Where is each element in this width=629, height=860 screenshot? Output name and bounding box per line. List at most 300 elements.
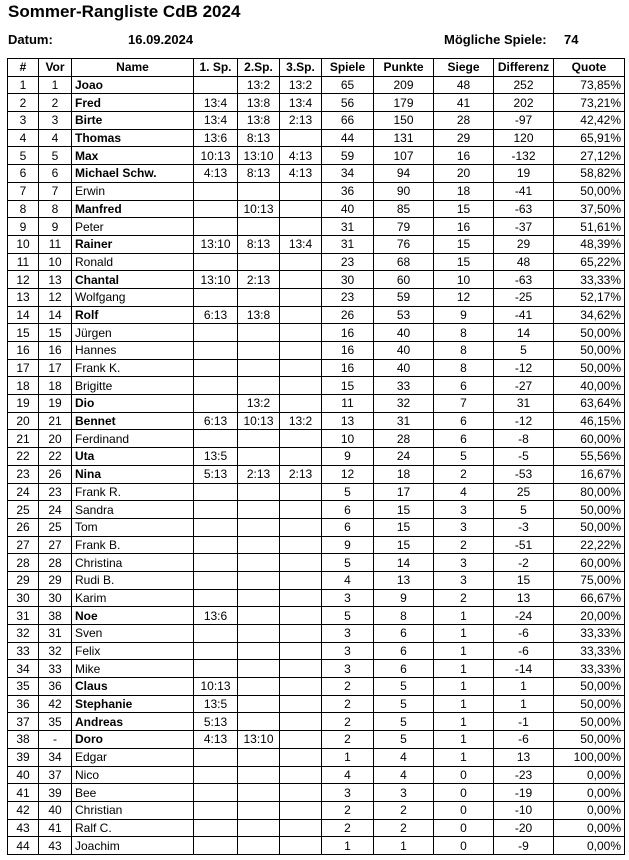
cell-games: 2 bbox=[322, 695, 374, 713]
cell-name: Rainer bbox=[72, 235, 194, 253]
cell-games: 13 bbox=[322, 412, 374, 430]
cell-difference: -20 bbox=[494, 819, 554, 837]
cell-game2 bbox=[238, 536, 280, 554]
cell-game2 bbox=[238, 483, 280, 501]
table-row bbox=[8, 731, 625, 749]
cell-previous: 8 bbox=[39, 200, 72, 218]
cell-quote: 50,00% bbox=[554, 731, 625, 749]
cell-rank: 10 bbox=[8, 235, 39, 253]
cell-rank: 28 bbox=[8, 554, 39, 572]
cell-wins: 20 bbox=[434, 165, 494, 183]
cell-points: 15 bbox=[374, 501, 434, 519]
cell-game3 bbox=[280, 678, 322, 696]
cell-difference: -8 bbox=[494, 430, 554, 448]
cell-previous: 33 bbox=[39, 660, 72, 678]
cell-games: 23 bbox=[322, 253, 374, 271]
cell-rank: 43 bbox=[8, 819, 39, 837]
cell-games: 66 bbox=[322, 112, 374, 130]
cell-points: 6 bbox=[374, 642, 434, 660]
table-row bbox=[8, 660, 625, 678]
cell-quote: 46,15% bbox=[554, 412, 625, 430]
cell-games: 36 bbox=[322, 182, 374, 200]
cell-game3 bbox=[280, 342, 322, 360]
cell-games: 31 bbox=[322, 235, 374, 253]
cell-game1: 13:10 bbox=[194, 271, 238, 289]
cell-games: 40 bbox=[322, 200, 374, 218]
cell-games: 44 bbox=[322, 129, 374, 147]
cell-points: 15 bbox=[374, 536, 434, 554]
cell-game3 bbox=[280, 731, 322, 749]
cell-difference: -132 bbox=[494, 147, 554, 165]
cell-quote: 33,33% bbox=[554, 660, 625, 678]
cell-game2 bbox=[238, 501, 280, 519]
cell-game2 bbox=[238, 253, 280, 271]
cell-points: 2 bbox=[374, 819, 434, 837]
cell-points: 2 bbox=[374, 801, 434, 819]
table-header-row bbox=[8, 59, 625, 77]
cell-game3 bbox=[280, 129, 322, 147]
cell-previous: 1 bbox=[39, 76, 72, 94]
cell-game3: 2:13 bbox=[280, 112, 322, 130]
cell-game3 bbox=[280, 518, 322, 536]
cell-points: 31 bbox=[374, 412, 434, 430]
cell-points: 6 bbox=[374, 625, 434, 643]
cell-previous: 39 bbox=[39, 784, 72, 802]
cell-wins: 3 bbox=[434, 571, 494, 589]
cell-game3 bbox=[280, 837, 322, 855]
cell-rank: 27 bbox=[8, 536, 39, 554]
cell-rank: 2 bbox=[8, 94, 39, 112]
cell-previous: 15 bbox=[39, 324, 72, 342]
cell-name: Erwin bbox=[72, 182, 194, 200]
cell-difference: -19 bbox=[494, 784, 554, 802]
cell-difference: -23 bbox=[494, 766, 554, 784]
cell-rank: 3 bbox=[8, 112, 39, 130]
cell-game2 bbox=[238, 218, 280, 236]
cell-rank: 4 bbox=[8, 129, 39, 147]
cell-points: 40 bbox=[374, 359, 434, 377]
col-header-game2: 2.Sp. bbox=[238, 59, 280, 77]
cell-rank: 36 bbox=[8, 695, 39, 713]
table-row bbox=[8, 324, 625, 342]
cell-points: 76 bbox=[374, 235, 434, 253]
table-row bbox=[8, 465, 625, 483]
cell-game3 bbox=[280, 660, 322, 678]
cell-name: Sven bbox=[72, 625, 194, 643]
cell-points: 209 bbox=[374, 76, 434, 94]
cell-points: 5 bbox=[374, 713, 434, 731]
cell-points: 79 bbox=[374, 218, 434, 236]
col-header-game1: 1. Sp. bbox=[194, 59, 238, 77]
table-row bbox=[8, 342, 625, 360]
cell-previous: 36 bbox=[39, 678, 72, 696]
cell-game3: 13:2 bbox=[280, 412, 322, 430]
cell-game2 bbox=[238, 678, 280, 696]
cell-points: 150 bbox=[374, 112, 434, 130]
cell-quote: 51,61% bbox=[554, 218, 625, 236]
cell-previous: 37 bbox=[39, 766, 72, 784]
cell-previous: 3 bbox=[39, 112, 72, 130]
cell-rank: 22 bbox=[8, 448, 39, 466]
cell-game1: 13:4 bbox=[194, 94, 238, 112]
cell-rank: 25 bbox=[8, 501, 39, 519]
cell-difference: -25 bbox=[494, 288, 554, 306]
cell-name: Rolf bbox=[72, 306, 194, 324]
cell-points: 8 bbox=[374, 607, 434, 625]
cell-wins: 15 bbox=[434, 253, 494, 271]
table-row bbox=[8, 359, 625, 377]
table-row bbox=[8, 288, 625, 306]
cell-games: 2 bbox=[322, 801, 374, 819]
cell-game1 bbox=[194, 766, 238, 784]
cell-previous: 27 bbox=[39, 536, 72, 554]
cell-games: 16 bbox=[322, 342, 374, 360]
cell-previous: 9 bbox=[39, 218, 72, 236]
cell-game3 bbox=[280, 819, 322, 837]
cell-difference: 13 bbox=[494, 589, 554, 607]
table-row bbox=[8, 94, 625, 112]
cell-game2: 2:13 bbox=[238, 465, 280, 483]
cell-quote: 37,50% bbox=[554, 200, 625, 218]
cell-game2 bbox=[238, 377, 280, 395]
cell-game2: 8:13 bbox=[238, 235, 280, 253]
cell-game2 bbox=[238, 660, 280, 678]
cell-previous: - bbox=[39, 731, 72, 749]
cell-game3: 4:13 bbox=[280, 147, 322, 165]
cell-difference: -12 bbox=[494, 412, 554, 430]
cell-difference: 25 bbox=[494, 483, 554, 501]
cell-points: 13 bbox=[374, 571, 434, 589]
cell-quote: 0,00% bbox=[554, 784, 625, 802]
cell-wins: 3 bbox=[434, 518, 494, 536]
cell-game3 bbox=[280, 554, 322, 572]
cell-name: Bee bbox=[72, 784, 194, 802]
cell-previous: 14 bbox=[39, 306, 72, 324]
table-row bbox=[8, 801, 625, 819]
cell-previous: 42 bbox=[39, 695, 72, 713]
cell-wins: 1 bbox=[434, 607, 494, 625]
cell-game3 bbox=[280, 748, 322, 766]
cell-previous: 24 bbox=[39, 501, 72, 519]
cell-quote: 22,22% bbox=[554, 536, 625, 554]
cell-game1 bbox=[194, 801, 238, 819]
cell-wins: 48 bbox=[434, 76, 494, 94]
cell-difference: 120 bbox=[494, 129, 554, 147]
cell-quote: 0,00% bbox=[554, 819, 625, 837]
cell-wins: 1 bbox=[434, 625, 494, 643]
cell-game3 bbox=[280, 483, 322, 501]
cell-quote: 33,33% bbox=[554, 642, 625, 660]
cell-quote: 65,22% bbox=[554, 253, 625, 271]
table-row bbox=[8, 837, 625, 855]
cell-name: Doro bbox=[72, 731, 194, 749]
cell-games: 2 bbox=[322, 819, 374, 837]
cell-name: Frank B. bbox=[72, 536, 194, 554]
cell-games: 1 bbox=[322, 748, 374, 766]
cell-name: Peter bbox=[72, 218, 194, 236]
cell-previous: 20 bbox=[39, 430, 72, 448]
cell-quote: 50,00% bbox=[554, 518, 625, 536]
cell-difference: -63 bbox=[494, 200, 554, 218]
cell-game1 bbox=[194, 324, 238, 342]
cell-wins: 0 bbox=[434, 837, 494, 855]
cell-game2: 13:10 bbox=[238, 731, 280, 749]
cell-game3: 13:4 bbox=[280, 235, 322, 253]
cell-previous: 26 bbox=[39, 465, 72, 483]
cell-game2 bbox=[238, 182, 280, 200]
cell-difference: -41 bbox=[494, 182, 554, 200]
cell-game3 bbox=[280, 377, 322, 395]
cell-rank: 23 bbox=[8, 465, 39, 483]
cell-game3 bbox=[280, 448, 322, 466]
cell-wins: 0 bbox=[434, 784, 494, 802]
cell-points: 5 bbox=[374, 731, 434, 749]
col-header-game3: 3.Sp. bbox=[280, 59, 322, 77]
cell-games: 4 bbox=[322, 766, 374, 784]
cell-quote: 65,91% bbox=[554, 129, 625, 147]
cell-game3 bbox=[280, 784, 322, 802]
cell-points: 17 bbox=[374, 483, 434, 501]
cell-game1 bbox=[194, 395, 238, 413]
cell-game2 bbox=[238, 801, 280, 819]
cell-quote: 42,42% bbox=[554, 112, 625, 130]
cell-name: Frank R. bbox=[72, 483, 194, 501]
page-title: Sommer-Rangliste CdB 2024 bbox=[8, 2, 241, 21]
cell-name: Nico bbox=[72, 766, 194, 784]
cell-game3: 13:4 bbox=[280, 94, 322, 112]
cell-games: 11 bbox=[322, 395, 374, 413]
cell-previous: 40 bbox=[39, 801, 72, 819]
cell-difference: -41 bbox=[494, 306, 554, 324]
cell-difference: 5 bbox=[494, 342, 554, 360]
cell-game1 bbox=[194, 571, 238, 589]
cell-wins: 0 bbox=[434, 819, 494, 837]
cell-wins: 8 bbox=[434, 324, 494, 342]
cell-points: 18 bbox=[374, 465, 434, 483]
ranking-table bbox=[7, 58, 625, 855]
cell-wins: 8 bbox=[434, 342, 494, 360]
cell-name: Ronald bbox=[72, 253, 194, 271]
cell-difference: -12 bbox=[494, 359, 554, 377]
cell-difference: -6 bbox=[494, 625, 554, 643]
cell-name: Noe bbox=[72, 607, 194, 625]
cell-games: 23 bbox=[322, 288, 374, 306]
cell-quote: 63,64% bbox=[554, 395, 625, 413]
cell-name: Hannes bbox=[72, 342, 194, 360]
cell-quote: 100,00% bbox=[554, 748, 625, 766]
cell-games: 65 bbox=[322, 76, 374, 94]
cell-game2 bbox=[238, 342, 280, 360]
cell-quote: 20,00% bbox=[554, 607, 625, 625]
cell-game3 bbox=[280, 695, 322, 713]
cell-game1 bbox=[194, 430, 238, 448]
table-row bbox=[8, 536, 625, 554]
cell-game1: 13:5 bbox=[194, 695, 238, 713]
cell-points: 107 bbox=[374, 147, 434, 165]
cell-games: 3 bbox=[322, 660, 374, 678]
cell-wins: 0 bbox=[434, 801, 494, 819]
cell-points: 131 bbox=[374, 129, 434, 147]
cell-rank: 33 bbox=[8, 642, 39, 660]
cell-rank: 24 bbox=[8, 483, 39, 501]
cell-difference: -3 bbox=[494, 518, 554, 536]
cell-wins: 6 bbox=[434, 412, 494, 430]
cell-name: Ralf C. bbox=[72, 819, 194, 837]
cell-previous: 2 bbox=[39, 94, 72, 112]
cell-game1 bbox=[194, 200, 238, 218]
cell-name: Sandra bbox=[72, 501, 194, 519]
cell-name: Bennet bbox=[72, 412, 194, 430]
col-header-points: Punkte bbox=[374, 59, 434, 77]
cell-wins: 4 bbox=[434, 483, 494, 501]
cell-points: 85 bbox=[374, 200, 434, 218]
table-row bbox=[8, 678, 625, 696]
cell-games: 26 bbox=[322, 306, 374, 324]
cell-previous: 30 bbox=[39, 589, 72, 607]
cell-game2: 10:13 bbox=[238, 200, 280, 218]
cell-game2 bbox=[238, 448, 280, 466]
cell-points: 32 bbox=[374, 395, 434, 413]
cell-points: 68 bbox=[374, 253, 434, 271]
cell-game1: 10:13 bbox=[194, 678, 238, 696]
cell-game1 bbox=[194, 837, 238, 855]
cell-wins: 2 bbox=[434, 465, 494, 483]
cell-difference: -6 bbox=[494, 642, 554, 660]
cell-game3 bbox=[280, 359, 322, 377]
cell-points: 94 bbox=[374, 165, 434, 183]
cell-difference: -53 bbox=[494, 465, 554, 483]
cell-rank: 15 bbox=[8, 324, 39, 342]
cell-quote: 0,00% bbox=[554, 837, 625, 855]
cell-rank: 44 bbox=[8, 837, 39, 855]
cell-name: Ferdinand bbox=[72, 430, 194, 448]
cell-wins: 29 bbox=[434, 129, 494, 147]
cell-wins: 12 bbox=[434, 288, 494, 306]
cell-points: 15 bbox=[374, 518, 434, 536]
cell-name: Edgar bbox=[72, 748, 194, 766]
cell-wins: 9 bbox=[434, 306, 494, 324]
cell-name: Max bbox=[72, 147, 194, 165]
cell-game2: 13:8 bbox=[238, 306, 280, 324]
cell-games: 12 bbox=[322, 465, 374, 483]
cell-name: Joao bbox=[72, 76, 194, 94]
cell-rank: 32 bbox=[8, 625, 39, 643]
cell-wins: 18 bbox=[434, 182, 494, 200]
cell-wins: 1 bbox=[434, 748, 494, 766]
cell-quote: 34,62% bbox=[554, 306, 625, 324]
cell-quote: 16,67% bbox=[554, 465, 625, 483]
cell-games: 2 bbox=[322, 713, 374, 731]
cell-name: Karim bbox=[72, 589, 194, 607]
possible-games-label: Mögliche Spiele: bbox=[444, 32, 547, 47]
cell-game1 bbox=[194, 518, 238, 536]
cell-previous: 21 bbox=[39, 412, 72, 430]
cell-game1: 4:13 bbox=[194, 731, 238, 749]
cell-game1 bbox=[194, 483, 238, 501]
cell-rank: 7 bbox=[8, 182, 39, 200]
cell-rank: 40 bbox=[8, 766, 39, 784]
cell-games: 15 bbox=[322, 377, 374, 395]
cell-quote: 50,00% bbox=[554, 501, 625, 519]
cell-points: 5 bbox=[374, 678, 434, 696]
cell-previous: 13 bbox=[39, 271, 72, 289]
cell-previous: 38 bbox=[39, 607, 72, 625]
cell-game1: 13:5 bbox=[194, 448, 238, 466]
table-row bbox=[8, 112, 625, 130]
cell-quote: 60,00% bbox=[554, 430, 625, 448]
cell-game1: 6:13 bbox=[194, 412, 238, 430]
table-row bbox=[8, 607, 625, 625]
cell-game1: 13:6 bbox=[194, 607, 238, 625]
cell-previous: 41 bbox=[39, 819, 72, 837]
cell-wins: 7 bbox=[434, 395, 494, 413]
cell-game3: 4:13 bbox=[280, 165, 322, 183]
cell-game2 bbox=[238, 625, 280, 643]
cell-rank: 21 bbox=[8, 430, 39, 448]
table-row bbox=[8, 200, 625, 218]
cell-game1 bbox=[194, 642, 238, 660]
cell-game1: 13:6 bbox=[194, 129, 238, 147]
cell-game3: 2:13 bbox=[280, 465, 322, 483]
cell-game1 bbox=[194, 76, 238, 94]
cell-points: 33 bbox=[374, 377, 434, 395]
cell-game3 bbox=[280, 253, 322, 271]
cell-difference: -24 bbox=[494, 607, 554, 625]
cell-difference: 48 bbox=[494, 253, 554, 271]
table-row bbox=[8, 218, 625, 236]
cell-rank: 35 bbox=[8, 678, 39, 696]
cell-games: 3 bbox=[322, 784, 374, 802]
cell-difference: 29 bbox=[494, 235, 554, 253]
cell-previous: 25 bbox=[39, 518, 72, 536]
cell-game1: 13:10 bbox=[194, 235, 238, 253]
cell-games: 16 bbox=[322, 324, 374, 342]
cell-quote: 40,00% bbox=[554, 377, 625, 395]
cell-wins: 1 bbox=[434, 695, 494, 713]
cell-game2 bbox=[238, 766, 280, 784]
cell-rank: 13 bbox=[8, 288, 39, 306]
cell-game3 bbox=[280, 218, 322, 236]
cell-wins: 2 bbox=[434, 536, 494, 554]
cell-game2 bbox=[238, 324, 280, 342]
cell-game1 bbox=[194, 660, 238, 678]
cell-difference: -1 bbox=[494, 713, 554, 731]
col-header-games: Spiele bbox=[322, 59, 374, 77]
cell-difference: 19 bbox=[494, 165, 554, 183]
cell-game2 bbox=[238, 695, 280, 713]
cell-difference: 13 bbox=[494, 748, 554, 766]
col-header-previous: Vor bbox=[39, 59, 72, 77]
cell-name: Claus bbox=[72, 678, 194, 696]
cell-wins: 16 bbox=[434, 218, 494, 236]
cell-previous: 43 bbox=[39, 837, 72, 855]
cell-quote: 55,56% bbox=[554, 448, 625, 466]
cell-game1 bbox=[194, 359, 238, 377]
col-header-difference: Differenz bbox=[494, 59, 554, 77]
cell-game1 bbox=[194, 253, 238, 271]
cell-wins: 6 bbox=[434, 377, 494, 395]
cell-game3 bbox=[280, 642, 322, 660]
col-header-quote: Quote bbox=[554, 59, 625, 77]
cell-games: 3 bbox=[322, 642, 374, 660]
cell-name: Andreas bbox=[72, 713, 194, 731]
cell-difference: -6 bbox=[494, 731, 554, 749]
table-row bbox=[8, 430, 625, 448]
cell-game1: 5:13 bbox=[194, 713, 238, 731]
table-row bbox=[8, 165, 625, 183]
cell-game3 bbox=[280, 501, 322, 519]
cell-game3 bbox=[280, 306, 322, 324]
